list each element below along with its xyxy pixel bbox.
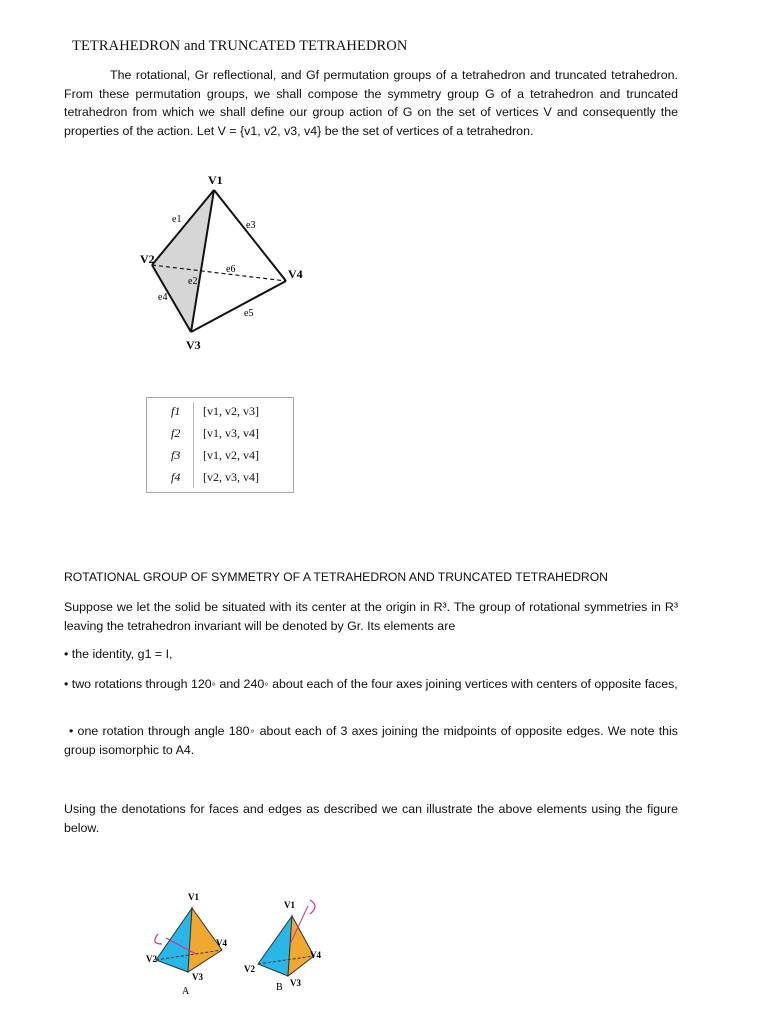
face-right <box>288 916 314 976</box>
tetrahedron-figure <box>140 168 310 358</box>
face-vertices: [v1, v3, v4] <box>203 426 259 440</box>
vertex-label: V3 <box>290 978 301 988</box>
table-row <box>147 466 293 488</box>
figure-caption: B <box>276 982 283 993</box>
vertex-label: V1 <box>208 173 223 187</box>
edge-label: e2 <box>188 276 198 287</box>
vertex-label: V3 <box>192 972 203 982</box>
vertex-label: V2 <box>140 252 155 266</box>
vertex-label: V4 <box>216 938 227 948</box>
tetrahedron-a <box>155 908 222 972</box>
edge-line <box>191 281 286 332</box>
edge-label: e3 <box>246 220 256 231</box>
vertex-label: V4 <box>310 950 321 960</box>
face-left <box>156 908 192 972</box>
face-label: f1 <box>171 404 181 418</box>
face-vertices: [v1, v2, v4] <box>203 448 259 462</box>
edge-label: e6 <box>226 264 236 275</box>
rotation-paragraph: Suppose we let the solid be situated with its center at the origin in R³. The group of rotational symmetries in R³ leaving the tetrahedron invariant will be denoted by Gr. Its elements are <box>64 600 678 633</box>
intro-paragraph: The rotational, Gr reflectional, and Gf permutation groups of a tetrahedron and truncated tetrahedron. From these permutation groups, we shall compose the symmetry group G of a tetrahedron and truncated tetrahedron from which we shall define our group action of G on the set of vertices V and consequently the properties of the action. Let V = {v1, v2, v3, v4} be the set of vertices of a tetrahedron. <box>64 68 678 138</box>
face-label: f3 <box>171 448 181 462</box>
face-vertices: [v2, v3, v4] <box>203 470 259 484</box>
vertex-label: V1 <box>284 900 295 910</box>
table-row <box>147 422 293 444</box>
illustration-paragraph: Using the denotations for faces and edges as described we can illustrate the above elements using the figure below. <box>64 802 678 835</box>
face-label: f2 <box>171 426 181 440</box>
vertex-label: V4 <box>288 267 303 281</box>
section-heading: ROTATIONAL GROUP OF SYMMETRY OF A TETRAHEDRON AND TRUNCATED TETRAHEDRON <box>64 570 608 584</box>
vertex-label: V2 <box>244 964 255 974</box>
vertex-label: V2 <box>146 954 157 964</box>
edge-label: e1 <box>172 214 182 225</box>
bullet-identity: • the identity, g1 = I, <box>64 647 173 661</box>
vertex-label: V3 <box>186 338 201 352</box>
page-title: TETRAHEDRON and TRUNCATED TETRAHEDRON <box>72 38 408 54</box>
face-vertices: [v1, v2, v3] <box>203 404 259 418</box>
faces-table <box>146 397 294 493</box>
edge-line <box>214 190 286 281</box>
table-row <box>147 444 293 466</box>
face-left <box>258 916 292 976</box>
rotation-arrow <box>155 934 162 944</box>
edge-label: e5 <box>244 308 254 319</box>
tetrahedron-b <box>258 900 315 976</box>
rotation-arrow <box>310 900 315 914</box>
bullet-rotations-120-240: • two rotations through 120◦ and 240◦ about each of the four axes joining vertices with centers of opposite faces, <box>64 677 678 691</box>
shaded-face <box>152 190 214 332</box>
face-label: f4 <box>171 470 181 484</box>
edge-label: e4 <box>158 292 168 303</box>
figure-caption: A <box>182 986 190 997</box>
table-row <box>147 400 293 422</box>
vertex-label: V1 <box>188 892 199 902</box>
rotation-illustration-figure <box>140 880 340 1000</box>
bullet-rotations-180: • one rotation through angle 180◦ about each of 3 axes joining the midpoints of opposite edges. We note this group isomorphic to A4. <box>64 724 678 757</box>
